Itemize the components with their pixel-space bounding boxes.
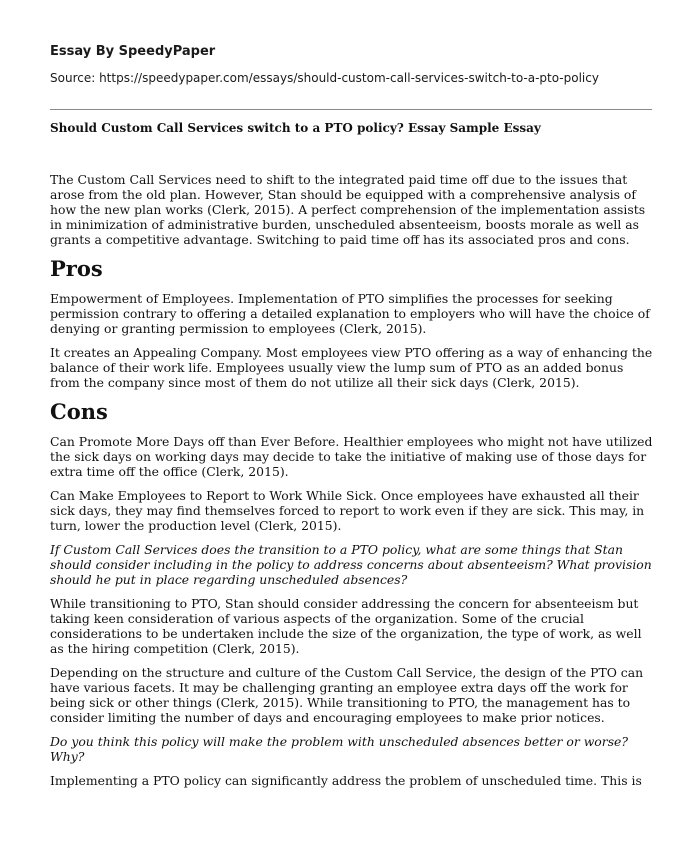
brand-label: Essay By SpeedyPaper bbox=[50, 44, 216, 59]
source-line: Source: https://speedypaper.com/essays/should-custom-call-services-switch-to-a-pto-policy bbox=[50, 71, 599, 85]
pros-paragraph: It creates an Appealing Company. Most employees view PTO offering as a way of enhancing the balance of their work life. Employees usually view the lump sum of PTO as an added bonus from the company since most of them do not utilize all their sick days (Clerk, 2015). bbox=[50, 345, 653, 390]
pros-heading: Pros bbox=[50, 256, 103, 281]
essay-body bbox=[50, 172, 653, 797]
answer-paragraph: Implementing a PTO policy can significantly address the problem of unscheduled time. This is bbox=[50, 773, 642, 788]
answer-paragraph: Depending on the structure and culture of the Custom Call Service, the design of the PTO can have various facets. It may be challenging granting an employee extra days off the work for being sick or other things (Clerk, 2015). While transitioning to PTO, the management has to consider limiting the number of days and encouraging employees to make prior notices. bbox=[50, 665, 644, 725]
cons-heading: Cons bbox=[50, 399, 108, 424]
essay-title: Should Custom Call Services switch to a PTO policy? Essay Sample Essay bbox=[50, 121, 541, 135]
answer-paragraph: While transitioning to PTO, Stan should consider addressing the concern for absenteeism but taking keen consideration of various aspects of the organization. Some of the crucial considerations to be undertaken include the size of the organization, the type of work, as well as the hiring competition (Clerk, 2015). bbox=[50, 596, 642, 656]
intro-paragraph: The Custom Call Services need to shift to the integrated paid time off due to the issues that arose from the old plan. However, Stan should be equipped with a comprehensive analysis of how the new plan works (Clerk, 2015). A perfect comprehension of the implementation assists in minimization of administrative burden, unscheduled absenteeism, boosts morale as well as grants a competitive advantage. Switching to paid time off has its associated pros and cons. bbox=[50, 172, 646, 247]
question-paragraph: If Custom Call Services does the transition to a PTO policy, what are some things that Stan should consider including in the policy to address concerns about absenteeism? What provision should he put in place regarding unscheduled absences? bbox=[50, 542, 652, 587]
question-paragraph: Do you think this policy will make the problem with unscheduled absences better or worse? Why? bbox=[50, 734, 629, 764]
pros-paragraph: Empowerment of Employees. Implementation of PTO simplifies the processes for seeking permission contrary to offering a detailed explanation to employers who will have the choice of denying or granting permission to employees (Clerk, 2015). bbox=[50, 291, 650, 336]
header-divider bbox=[50, 109, 652, 110]
cons-paragraph: Can Promote More Days off than Ever Before. Healthier employees who might not have utilized the sick days on working days may decide to take the initiative of making use of those days for extra time off the office (Clerk, 2015). bbox=[50, 434, 653, 479]
cons-paragraph: Can Make Employees to Report to Work While Sick. Once employees have exhausted all their sick days, they may find themselves forced to report to work even if they are sick. This may, in turn, lower the production level (Clerk, 2015). bbox=[50, 488, 645, 533]
